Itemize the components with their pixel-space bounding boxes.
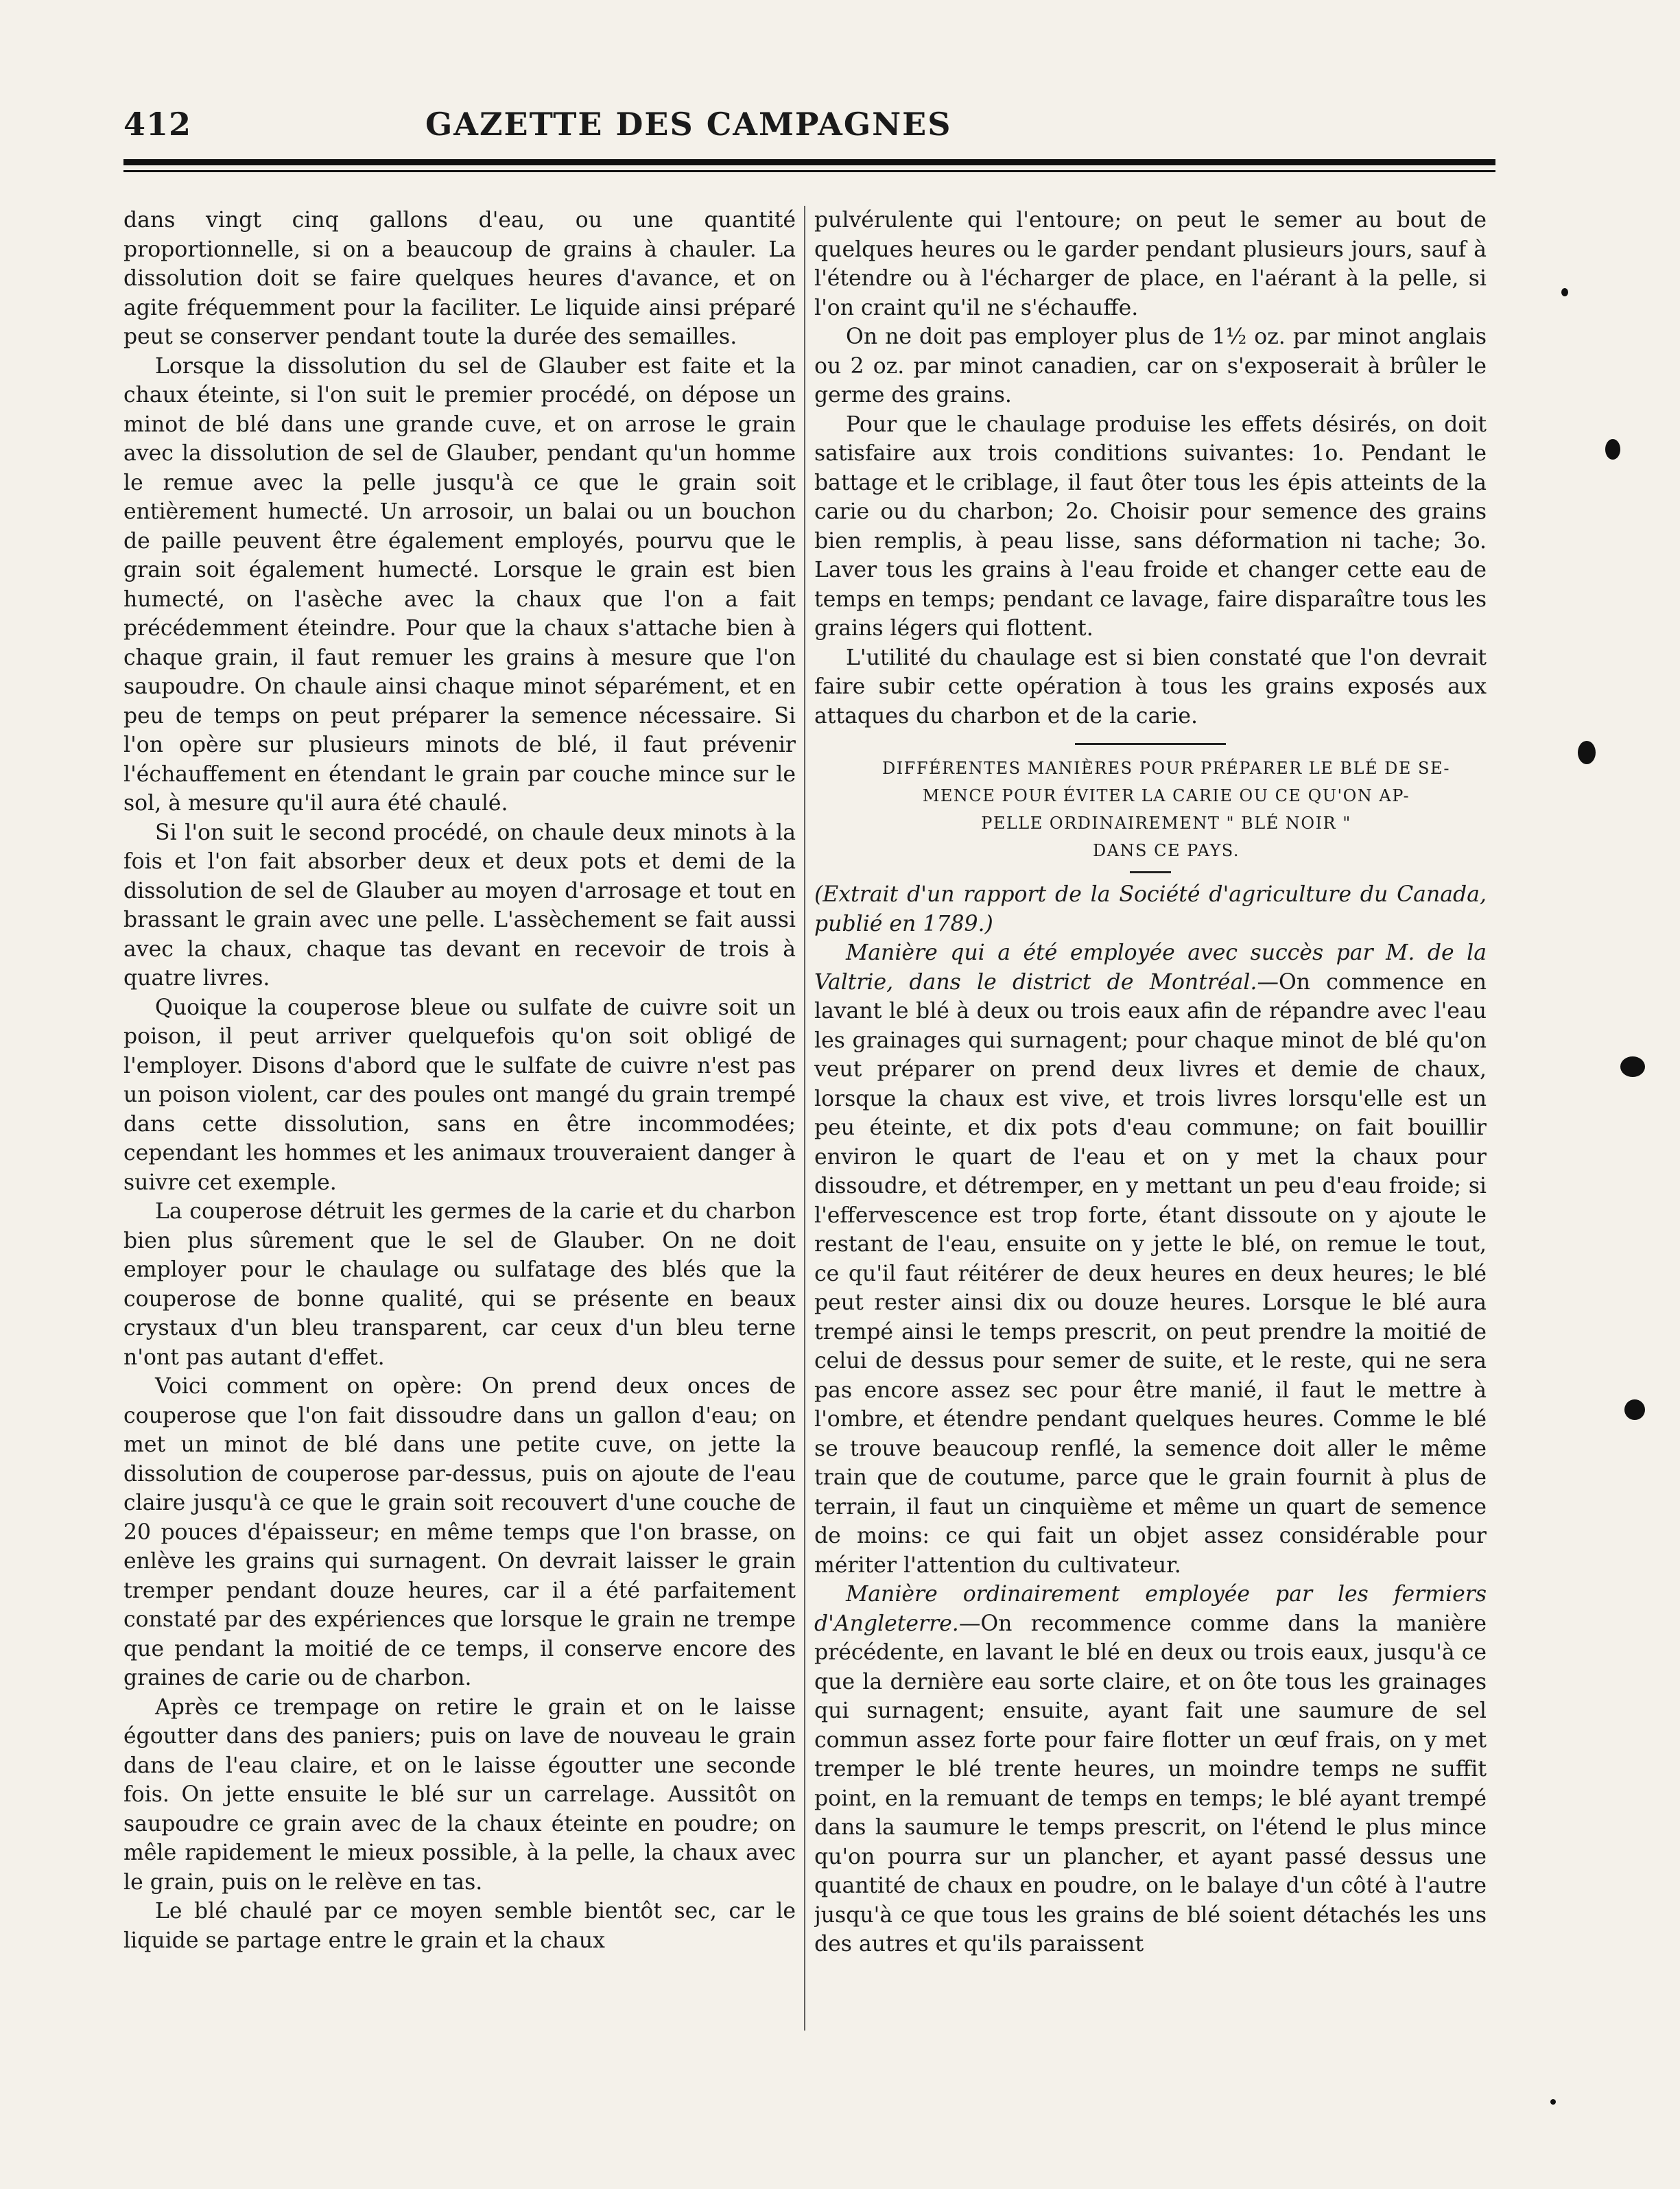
right-paragraph-3: Pour que le chaulage produise les effets désirés, on doit satisfaire aux trois conditions suivantes: 1o. Pendant le battage et le criblage, il faut ôter tous les épis atteints de la carie ou du charbon; 2o. Choisir pour semence des grains bien remplis, à peau lisse, sans déformation ni tache; 3o. Laver tous les grains à l'eau froide et changer cette eau de temps en temps; pendant ce lavage, faire disparaître tous les grains légers qui flottent. (814, 412, 1487, 641)
left-column (123, 206, 796, 2031)
left-paragraph-2: Lorsque la dissolution du sel de Glauber est faite et la chaux éteinte, si l'on suit le premier procédé, on dépose un minot de blé dans une grande cuve, et on arrose le grain avec la dissolution de sel de Glauber, pendant qu'un homme le remue avec la pelle jusqu'à ce que le grain soit entièrement humecté. Un arrosoir, un balai ou un bouchon de paille peuvent être également employés, pourvu que le grain soit également humecté. Lorsque le grain est bien humecté, on l'asèche avec la chaux que l'on a fait précédemment éteindre. Pour que la chaux s'attache bien à chaque grain, il faut remuer les grains à mesure que l'on saupoudre. On chaule ainsi chaque minot séparément, et en peu de temps on peut préparer la semence nécessaire. Si l'on opère sur plusieurs minots de blé, il faut prévenir l'échauffement en étendant le grain par couche mince sur le sol, à mesure qu'il aura été chaulé. (123, 353, 796, 816)
left-paragraph-1: dans vingt cinq gallons d'eau, ou une quantité proportionnelle, si on a beaucoup de grains à chauler. La dissolution doit se faire quelques heures d'avance, et on agite fréquemment pour la faciliter. Le liquide ainsi préparé peut se conserver pendant toute la durée des semailles. (123, 208, 796, 349)
method-2-lead: Manière ordinairement employée par les fermiers d'Angleterre. (814, 1582, 1487, 1636)
section-title-line-4: DANS CE PAYS. (1092, 841, 1240, 860)
left-paragraph-6: Voici comment on opère: On prend deux onces de couperose que l'on fait dissoudre dans un gallon d'eau; on met un minot de blé dans une petite cuve, on jette la dissolution de couperose par-dessus, puis on ajoute de l'eau claire jusqu'à ce que le grain soit recouvert d'une couche de 20 pouces d'épaisseur; en même temps que l'on brasse, on enlève les grains qui surnagent. On devrait laisser le grain tremper pendant douze heures, car il a été parfaitement constaté par des expériences que lorsque le grain ne trempe que pendant la moitié de ce temps, il conserve encore des graines de carie ou de charbon. (123, 1374, 796, 1690)
method-2-paragraph (814, 1580, 1487, 1959)
method-2-text: —On recommence comme dans la manière précédente, en lavant le blé en deux ou trois eaux, jusqu'à ce que la dernière eau sorte claire, et on ôte tous les grainages qui surnagent; ensuite, ayant fait une saumure de sel commun assez forte pour faire flotter un œuf frais, on y met tremper le blé trente heures, un moindre temps ne suffit point, en la remuant de temps en temps; le blé ayant trempé dans la saumure le temps prescrit, on l'étend le plus mince qu'on pourra sur un plancher, et ayant passé dessus une quantité de chaux en poudre, on le balaye d'un côté à l'autre jusqu'à ce que tous les grains de blé soient détachés les uns des autres et qu'ils paraissent (814, 1611, 1487, 1956)
left-paragraph-5: La couperose détruit les germes de la carie et du charbon bien plus sûrement que le sel de Glauber. On ne doit employer pour le chaulage ou sulfatage des blés que la couperose de bonne qualité, qui se présente en beaux crystaux d'un bleu transparent, car ceux d'un bleu terne n'ont pas autant d'effet. (123, 1199, 796, 1370)
right-paragraph-4: L'utilité du chaulage est si bien constaté que l'on devrait faire subir cette opération à tous les grains exposés aux attaques du charbon et de la carie. (814, 645, 1487, 729)
left-paragraph-8: Le blé chaulé par ce moyen semble bientôt sec, car le liquide se partage entre le grain et la chaux (123, 1899, 796, 1953)
method-1-lead: Manière qui a été employée avec succès par M. de la Valtrie, dans le district de Montréal. (814, 940, 1487, 995)
section-title-line-2: MENCE POUR ÉVITER LA CARIE OU CE QU'ON AP- (922, 786, 1410, 805)
method-1-text: —On commence en lavant le blé à deux ou trois eaux afin de répandre avec l'eau les grainages qui surnagent; pour chaque minot de blé qu'on veut préparer on prend deux livres et demie de chaux, lorsque la chaux est vive, et trois livres lorsqu'elle est un peu éteinte, et dix pots d'eau commune; on fait bouillir environ le quart de l'eau et on y met la chaux pour dissoudre, et détremper, en y mettant un peu d'eau froide; si l'effervescence est trop forte, étant dissoute on y ajoute le restant de l'eau, ensuite on y jette le blé, on remue le tout, ce qu'il faut réitérer de deux heures en deux heures; le blé peut rester ainsi dix ou douze heures. Lorsque le blé aura trempé ainsi le temps prescrit, on peut prendre la moitié de celui de dessus pour semer de suite, et le reste, qui ne sera pas encore assez sec pour être manié, il faut le mettre à l'ombre, et étendre pendant quelques heures. Comme le blé se trouve beaucoup renflé, la semence doit aller le même train que de coutume, parce que le grain fournit à plus de terrain, il faut un cinquième et même un quart de semence de moins: ce qui fait un objet assez considérable pour mériter l'attention du cultivateur. (814, 969, 1487, 1578)
ink-speck (1561, 288, 1568, 296)
ink-speck (1624, 1399, 1645, 1420)
section-separator (1075, 743, 1226, 745)
left-paragraph-4: Quoique la couperose bleue ou sulfate de cuivre soit un poison, il peut arriver quelquefois qu'on soit obligé de l'employer. Disons d'abord que le sulfate de cuivre n'est pas un poison violent, car des poules ont mangé du grain trempé dans cette dissolution, sans en être incommodées; cependant les hommes et les animaux trouveraient danger à suivre cet exemple. (123, 995, 796, 1195)
page-number: 412 (123, 106, 192, 143)
column-divider (804, 206, 805, 2031)
page-header (123, 103, 1495, 151)
ink-speck (1550, 2099, 1556, 2105)
ink-speck (1605, 439, 1620, 460)
right-paragraph-1: pulvérulente qui l'entoure; on peut le semer au bout de quelques heures ou le garder pendant plusieurs jours, sauf à l'étendre ou à l'écharger de place, en l'aérant à la pelle, si l'on craint qu'il ne s'échauffe. (814, 208, 1487, 320)
ink-speck (1620, 1056, 1645, 1077)
right-paragraph-2: On ne doit pas employer plus de 1½ oz. par minot anglais ou 2 oz. par minot canadien, car on s'exposerait à brûler le germe des grains. (814, 324, 1487, 407)
right-column (814, 206, 1487, 2031)
header-rule-thin (123, 170, 1495, 172)
left-paragraph-7: Après ce trempage on retire le grain et on le laisse égoutter dans des paniers; puis on lave de nouveau le grain dans de l'eau claire, et on le laisse égoutter une seconde fois. On jette ensuite le blé sur un carrelage. Aussitôt on saupoudre ce grain avec de la chaux éteinte en poudre; on mêle rapidement le mieux possible, à la pelle, la chaux avec le grain, puis on le relève en tas. (123, 1694, 796, 1895)
running-title: GAZETTE DES CAMPAGNES (425, 106, 952, 143)
section-title-line-1: DIFFÉRENTES MANIÈRES POUR PRÉPARER LE BLÉ DE SE- (882, 759, 1451, 778)
section-title-line-3: PELLE ORDINAIREMENT " BLÉ NOIR " (981, 814, 1351, 833)
method-1-paragraph (814, 938, 1487, 1580)
left-paragraph-3: Si l'on suit le second procédé, on chaule deux minots à la fois et l'on fait absorber deux et deux pots et demi de la dissolution de sel de Glauber au moyen d'arrosage et tout en brassant le grain avec une pelle. L'assèchement se fait aussi avec la chaux, chaque tas devant en recevoir de trois à quatre livres. (123, 820, 796, 991)
title-rule (1130, 871, 1171, 873)
ink-speck (1578, 741, 1596, 764)
extract-note: (Extrait d'un rapport de la Société d'agriculture du Canada, publié en 1789.) (814, 882, 1487, 936)
header-rule-thick (123, 159, 1495, 165)
